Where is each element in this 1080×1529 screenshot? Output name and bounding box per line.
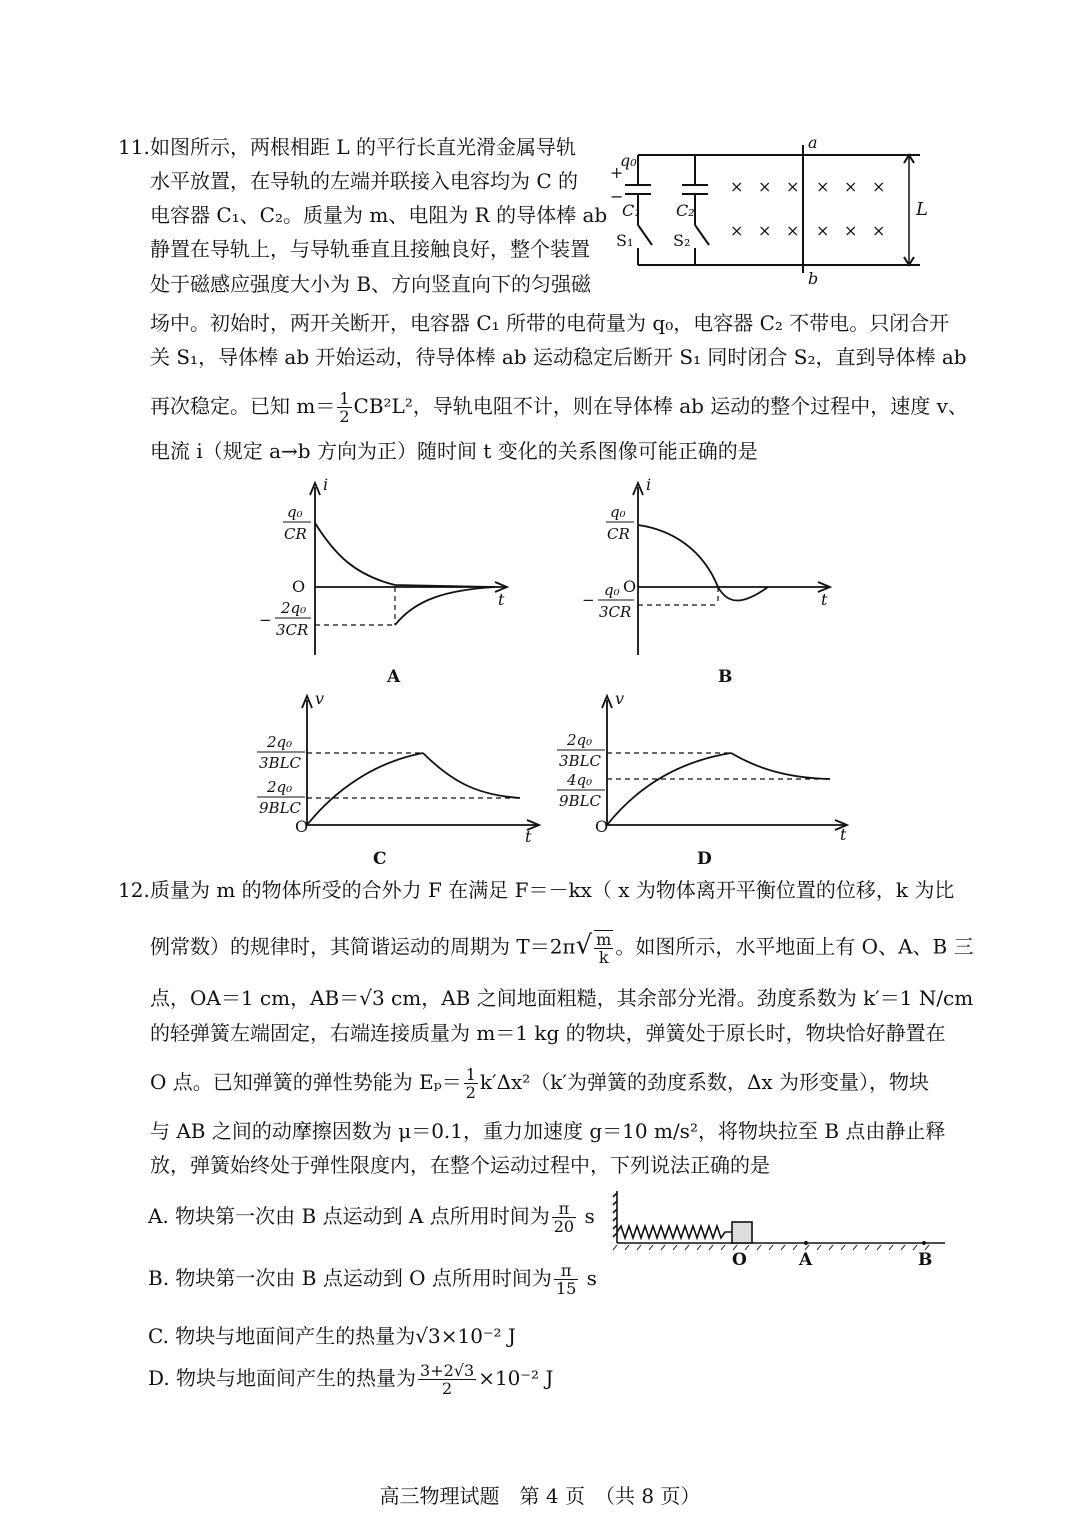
q11-line-8-post: CB²L²，导轨电阻不计，则在导体棒 ab 运动的整个过程中，速度 v、 <box>353 394 968 418</box>
q12-line-2-pre: 例常数）的规律时，其简谐运动的周期为 T＝2π <box>150 934 576 959</box>
option-C[interactable]: C. 物块与地面间产生的热量为√3×10⁻² J <box>148 1324 516 1348</box>
q11-line-3: 电容器 C₁、C₂。质量为 m、电阻为 R 的导体棒 ab <box>150 203 608 227</box>
q12-line-3: 点，OA＝1 cm，AB＝√3 cm，AB 之间地面粗糙，其余部分光滑。劲度系数为 k′＝1 N/cm <box>150 986 974 1010</box>
q11-number: 11. <box>118 135 150 159</box>
label-L: L <box>916 199 928 220</box>
option-B-den: 15 <box>555 1279 577 1298</box>
graph-B <box>578 475 838 690</box>
field-cross: × <box>758 177 772 196</box>
option-D-text: D. 物块与地面间产生的热量为 <box>148 1366 417 1390</box>
page-footer: 高三物理试题 第 4 页 （共 8 页） <box>379 1484 701 1508</box>
q12-line-5-pre: O 点。已知弹簧的弹性势能为 Eₚ＝ <box>150 1070 462 1094</box>
option-D-unit: ×10⁻² J <box>478 1366 554 1390</box>
origin-label: O <box>623 577 637 596</box>
point-O-label: O <box>732 1250 747 1270</box>
option-A-fraction <box>552 1200 576 1235</box>
field-cross: × <box>816 221 830 240</box>
q11-line-7: 关 S₁，导体棒 ab 开始运动，待导体棒 ab 运动稳定后断开 S₁ 同时闭合 S₂，直到导体棒 ab <box>150 345 967 369</box>
option-A-text: A. 物块第一次由 B 点运动到 A 点所用时间为 <box>148 1204 550 1228</box>
point-A-label: A <box>799 1250 813 1270</box>
x-axis-label: t <box>498 590 505 609</box>
y-axis-label: v <box>315 690 325 708</box>
current-curve-2 <box>395 587 495 625</box>
label-C2: C₂ <box>676 201 695 220</box>
spring <box>617 1226 733 1238</box>
sqrt-sign-icon: √ <box>575 930 593 961</box>
q11-line-2: 水平放置，在导轨的左端并联接入电容均为 C 的 <box>150 169 579 193</box>
option-B[interactable] <box>148 1262 597 1297</box>
tick-top-den: CR <box>607 525 630 543</box>
origin-label: O <box>595 817 609 836</box>
q11-line-1: 如图所示，两根相距 L 的平行长直光滑金属导轨 <box>150 135 576 159</box>
option-B-text: B. 物块第一次由 B 点运动到 O 点所用时间为 <box>148 1266 552 1290</box>
q12-line-1: 质量为 m 的物体所受的合外力 F 在满足 F＝－kx（ x 为物体离开平衡位置的位移，k 为比 <box>150 878 955 902</box>
tick-bottom-num: q₀ <box>604 581 620 599</box>
option-D[interactable] <box>148 1362 553 1397</box>
q11-line-6: 场中。初始时，两开关断开，电容器 C₁ 所带的电荷量为 q₀，电容器 C₂ 不带电。只闭合开 <box>150 311 950 335</box>
tick-bottom-num: 4q₀ <box>567 771 593 789</box>
option-D-num: 3+2√3 <box>420 1361 475 1380</box>
option-A-den: 20 <box>553 1217 575 1236</box>
mass-fraction <box>337 390 351 425</box>
q12-line-4: 的轻弹簧左端固定，右端连接质量为 m＝1 kg 的物块，弹簧处于原长时，物块恰好静置在 <box>150 1021 946 1045</box>
tick-bottom-den: 3CR <box>599 603 632 621</box>
current-curve-1 <box>638 525 718 587</box>
field-cross: × <box>730 221 744 240</box>
magnetic-field-crosses <box>730 177 885 240</box>
graph-A-label: A <box>387 667 401 687</box>
velocity-curve-2 <box>731 753 830 779</box>
label-a: a <box>808 133 818 152</box>
q12-line-5-post: k′Δx²（k′为弹簧的劲度系数，Δx 为形变量），物块 <box>479 1070 930 1094</box>
q11-line-8 <box>150 390 968 425</box>
tick-bottom-sign: − <box>259 611 272 629</box>
option-A-unit: s <box>578 1204 595 1228</box>
field-cross: × <box>872 177 886 196</box>
tick-top-den: CR <box>284 525 307 543</box>
tick-top-num: q₀ <box>287 503 303 521</box>
period-fraction <box>594 930 613 966</box>
block <box>732 1222 752 1243</box>
tick-bottom-den: 9BLC <box>259 799 302 817</box>
graph-B-label: B <box>718 667 733 687</box>
tick-bottom-den: 3CR <box>276 621 309 639</box>
option-B-fraction <box>554 1262 578 1297</box>
circuit-diagram <box>600 130 940 290</box>
label-minus: − <box>610 187 624 206</box>
field-cross: × <box>816 177 830 196</box>
option-B-unit: s <box>580 1266 597 1290</box>
s2-switch <box>695 225 709 245</box>
q12-number: 12. <box>118 878 150 902</box>
tick-top-num: 2q₀ <box>567 731 593 749</box>
mass-frac-den: 2 <box>339 407 350 426</box>
s1-switch <box>638 225 652 245</box>
q11-line-5: 处于磁感应强度大小为 B、方向竖直向下的匀强磁 <box>150 272 592 296</box>
field-cross: × <box>872 221 886 240</box>
velocity-curve-1 <box>607 753 731 825</box>
q12-line-2 <box>150 930 974 966</box>
tick-top-num: q₀ <box>610 503 626 521</box>
label-S1: S₁ <box>616 231 634 250</box>
field-cross: × <box>844 221 858 240</box>
label-C1: C₁ <box>622 201 641 220</box>
q12-line-6: 与 AB 之间的动摩擦因数为 μ＝0.1，重力加速度 g＝10 m/s²，将物块拉至 B 点由静止释 <box>150 1119 946 1143</box>
q12-line-2-post: 。如图所示，水平地面上有 O、A、B 三 <box>615 934 974 959</box>
tick-bottom-sign: − <box>582 591 595 609</box>
option-D-den: 2 <box>442 1379 453 1398</box>
field-cross: × <box>844 177 858 196</box>
label-S2: S₂ <box>673 231 691 250</box>
q11-line-9: 电流 i（规定 a→b 方向为正）随时间 t 变化的关系图像可能正确的是 <box>150 439 758 463</box>
tick-top-den: 3BLC <box>559 752 602 770</box>
y-axis-label: i <box>323 475 329 494</box>
energy-fraction <box>464 1066 478 1101</box>
graph-C <box>255 690 545 870</box>
field-cross: × <box>786 177 800 196</box>
current-curve-2 <box>718 587 768 601</box>
x-axis-label: t <box>821 590 828 609</box>
period-frac-num: m <box>596 930 612 949</box>
label-b: b <box>808 269 819 288</box>
field-cross: × <box>786 221 800 240</box>
option-B-num: π <box>554 1262 578 1280</box>
option-A-num: π <box>552 1200 576 1218</box>
graph-D <box>555 690 855 870</box>
spring-block-figure <box>605 1185 950 1275</box>
q12-line-7: 放，弹簧始终处于弹性限度内，在整个运动过程中，下列说法正确的是 <box>150 1153 770 1177</box>
q11-line-8-pre: 再次稳定。已知 m＝ <box>150 394 336 418</box>
current-curve-1 <box>315 523 495 587</box>
period-frac-den: k <box>598 948 609 967</box>
tick-bottom-num: 2q₀ <box>267 778 293 796</box>
option-A[interactable] <box>148 1200 595 1235</box>
point-B-label: B <box>918 1250 933 1270</box>
graph-A <box>255 475 515 690</box>
y-axis-label: v <box>615 690 625 708</box>
y-axis-label: i <box>646 475 652 494</box>
velocity-curve-1 <box>307 753 423 825</box>
field-cross: × <box>730 177 744 196</box>
q11-line-4: 静置在导轨上，与导轨垂直且接触良好，整个装置 <box>150 237 590 261</box>
label-q0: q₀ <box>620 151 637 170</box>
tick-top-num: 2q₀ <box>267 733 293 751</box>
energy-frac-num: 1 <box>465 1065 476 1084</box>
tick-bottom-den: 9BLC <box>559 792 602 810</box>
graph-D-label: D <box>697 849 712 869</box>
tick-bottom-num: 2q₀ <box>281 599 307 617</box>
origin-label: O <box>292 577 306 596</box>
label-plus: + <box>610 163 624 182</box>
x-axis-label: t <box>525 827 532 846</box>
tick-top-den: 3BLC <box>259 754 302 772</box>
mass-frac-num: 1 <box>339 389 350 408</box>
origin-label: O <box>295 817 309 836</box>
field-cross: × <box>758 221 772 240</box>
x-axis-label: t <box>840 825 847 844</box>
energy-frac-den: 2 <box>465 1083 476 1102</box>
option-D-fraction <box>418 1362 476 1397</box>
q12-line-5 <box>150 1066 929 1101</box>
velocity-curve-2 <box>423 753 520 798</box>
graph-C-label: C <box>373 849 387 869</box>
